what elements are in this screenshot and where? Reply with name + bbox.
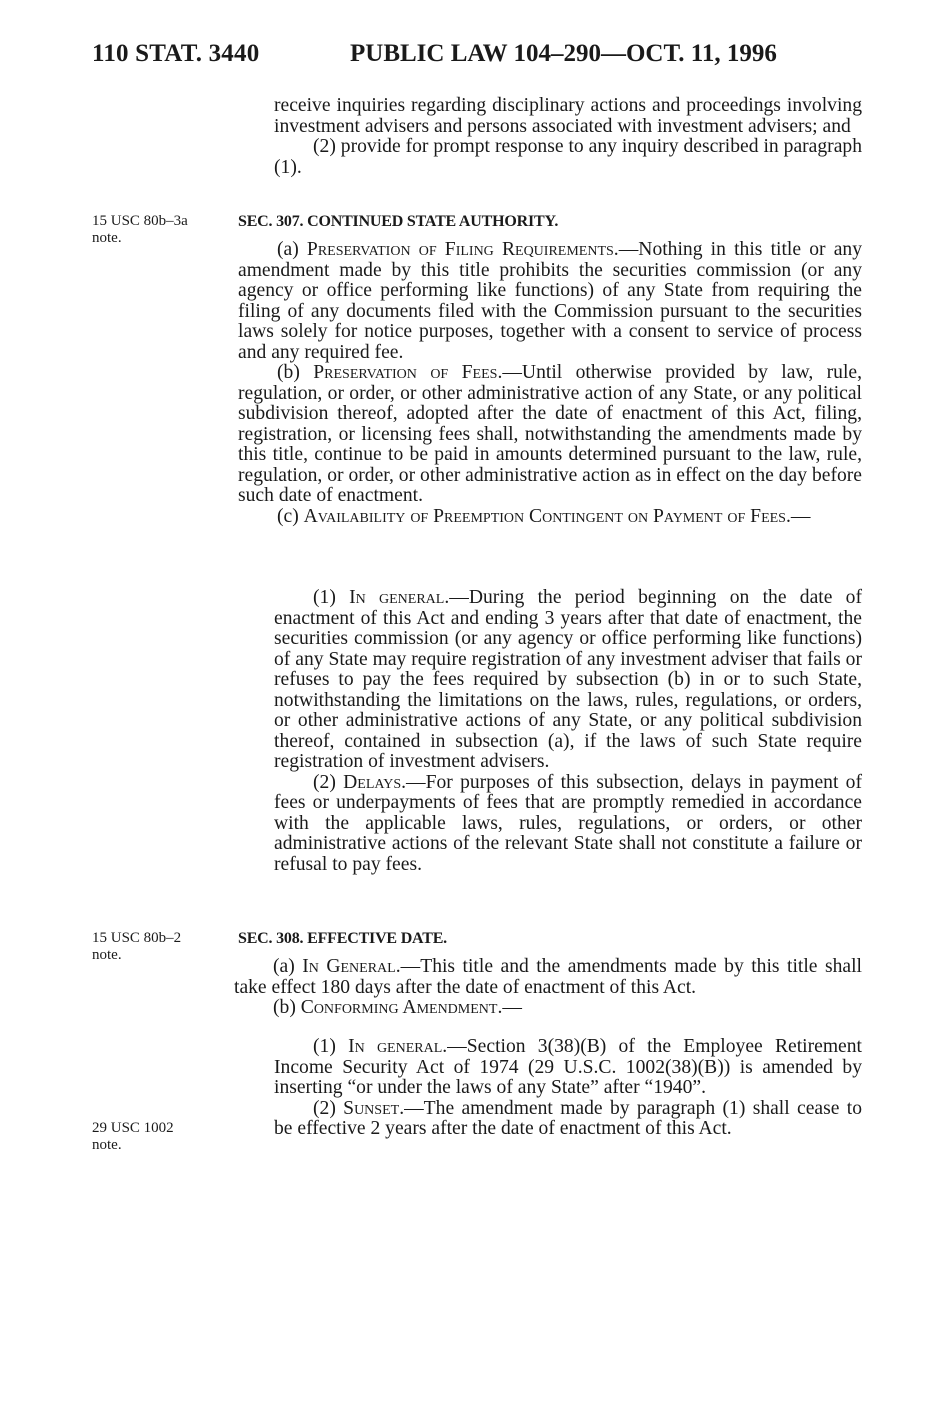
paragraph-308b1	[274, 1037, 862, 1099]
subsection-308a-label: (a)	[273, 956, 303, 977]
subsection-b-title: Preservation of Fees	[313, 362, 498, 383]
paragraph-c2-text: .—For purposes of this subsection, delays in payment of fees or underpayments of fees that are promptly remedied in accordance with the applicable laws, rules, regulations, or orders, or other administrative actions of the relevant State shall not constitute a failure or refusal to pay fees.	[274, 771, 862, 875]
subsection-b-label: (b)	[277, 362, 314, 383]
margin-note-citation: 29 USC 1002	[92, 1120, 174, 1136]
subsection-a-text: .—Nothing in this title or any amendment made by this title prohibits the securities commission (or any agency or office performing like functions) of any State from requiring the filing of any documents filed with the Commission pursuant to the securities laws solely for notice purposes, together with a consent to service of process and any required fee.	[238, 239, 862, 363]
subsection-308b-title: Conforming Amendment	[300, 997, 498, 1018]
paragraph-308b1-title: In general	[348, 1036, 443, 1057]
subsection-b-text: .—Until otherwise provided by law, rule, regulation, or order, or other administrative action of any State, or any political subdivision thereof, adopted after the date of enactment of this Act, filing, registration, or licensing fees shall, notwithstanding the amendments made by this title, continue to be paid in amounts determined pursuant to the law, rule, regulation, or order, or other administrative action as in effect on the day before such date of enactment.	[238, 362, 862, 506]
margin-note-label: note.	[92, 230, 122, 246]
subsection-a-label: (a)	[277, 239, 307, 260]
margin-note-label: note.	[92, 1137, 122, 1153]
margin-note-label: note.	[92, 947, 122, 963]
subsection-b	[238, 363, 862, 507]
paragraph-c2	[274, 773, 862, 876]
sec307-body	[238, 240, 862, 527]
subsection-308a-text: .—This title and the amendments made by this title shall take effect 180 days after the date of enactment of this Act.	[234, 956, 862, 998]
subsection-c-label: (c)	[277, 505, 304, 527]
page-stat-number: 110 STAT. 3440	[92, 40, 260, 67]
intro-paragraph-2: (2) provide for prompt response to any inquiry described in paragraph (1).	[274, 136, 862, 178]
subsection-308b-text: .—	[497, 997, 522, 1018]
paragraph-c1	[274, 588, 862, 773]
subsection-c	[238, 507, 862, 528]
section-heading-307: SEC. 307. CONTINUED STATE AUTHORITY.	[238, 213, 559, 230]
sec308-body	[234, 957, 862, 1019]
margin-note-1002	[92, 1120, 222, 1154]
subsection-308b-label: (b)	[273, 997, 301, 1018]
margin-note-sec307	[92, 213, 222, 247]
subsection-308a-title: In General	[302, 956, 396, 977]
margin-note-citation: 15 USC 80b–2	[92, 930, 182, 946]
paragraph-c1-text: .—During the period beginning on the date of enactment of this Act and ending 3 years after that date of enactment, the securities commission (or any agency or office performing like functions) of any State may require registration of any investment adviser that fails or refuses to pay the fees required by subsection (b) in or to such State, notwithstanding the limitations on the laws, rules, regulations, or orders, or other administrative actions of any State, or any political subdivision thereof, contained in subsection (a), if the laws of such State require registration of investment advisers.	[274, 587, 863, 772]
subsection-c-title: Availability of Preemption Contingent on Payment of Fees	[303, 505, 786, 527]
page-law-citation: PUBLIC LAW 104–290—OCT. 11, 1996	[350, 40, 777, 67]
section-heading-308: SEC. 308. EFFECTIVE DATE.	[238, 930, 447, 947]
paragraph-308b1-text: .—Section 3(38)(B) of the Employee Retirement Income Security Act of 1974 (29 U.S.C. 1002(38)(B)) is amended by inserting “or under the laws of any State” after “1940”.	[274, 1036, 862, 1098]
paragraph-308b2-label: (2)	[313, 1097, 344, 1119]
paragraph-c2-label: (2)	[313, 771, 344, 793]
paragraph-308b2-text: .—The amendment made by paragraph (1) shall cease to be effective 2 years after the date of enactment of this Act.	[274, 1097, 862, 1139]
subsection-a-title: Preservation of Filing Requirements	[306, 239, 614, 260]
subsection-308a	[234, 957, 862, 998]
subsection-c-text: .—	[785, 505, 811, 527]
paragraph-308b2-title: Sunset	[343, 1097, 400, 1119]
paragraph-308b2	[274, 1099, 862, 1140]
intro-block	[274, 96, 862, 178]
margin-note-citation: 15 USC 80b–3a	[92, 213, 188, 229]
sec308-b-paragraphs	[274, 1037, 862, 1140]
paragraph-c2-title: Delays	[343, 771, 402, 793]
paragraph-c1-title: In general	[349, 587, 445, 608]
paragraph-308b1-label: (1)	[313, 1036, 349, 1057]
intro-paragraph: receive inquiries regarding disciplinary actions and proceedings involving investment advisers and persons associated with investment advisers; and	[274, 95, 862, 137]
paragraph-c1-label: (1)	[313, 587, 350, 608]
sec307-c-paragraphs	[274, 588, 862, 875]
subsection-308b	[234, 998, 862, 1019]
subsection-a	[238, 240, 862, 363]
margin-note-sec308	[92, 930, 222, 964]
